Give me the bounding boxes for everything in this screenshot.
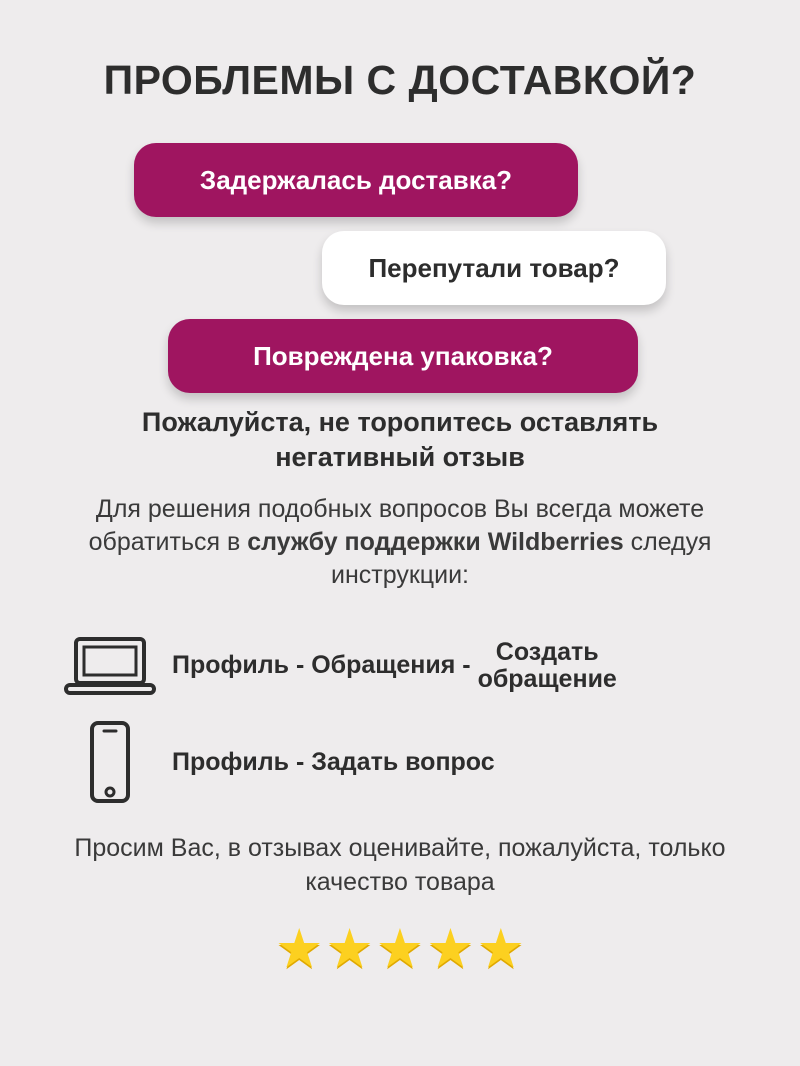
phone-icon — [48, 720, 172, 804]
star-icon: ★ — [274, 918, 324, 979]
step-phone-part1: Профиль — [172, 747, 290, 776]
laptop-icon — [48, 635, 172, 697]
step-laptop-part3-line1: Создать — [495, 637, 599, 666]
star-icon: ★ — [325, 918, 374, 979]
step-phone-sep1: - — [289, 747, 312, 776]
star-icon: ★ — [375, 918, 425, 979]
step-laptop-part2: Обращения — [311, 650, 456, 679]
support-paragraph — [0, 493, 800, 592]
page-title: ПРОБЛЕМЫ С ДОСТАВКОЙ? — [103, 57, 697, 103]
support-paragraph-after: следуя инструкции: — [331, 528, 712, 590]
pill-damaged-package: Повреждена упаковка? — [168, 319, 638, 393]
star-icon: ★ — [426, 918, 475, 979]
support-paragraph-before: Для решения подобных вопросов Вы всегда можете обратиться в — [88, 495, 705, 557]
step-laptop-sep1: - — [289, 650, 312, 679]
step-laptop-sep2: - — [455, 650, 478, 679]
lead-text: Пожалуйста, не торопитесь оставлять негативный отзыв — [141, 407, 659, 473]
step-laptop — [0, 618, 800, 714]
step-phone-text — [172, 748, 495, 777]
step-phone — [0, 714, 800, 810]
step-laptop-part3 — [478, 639, 617, 694]
support-paragraph-bold: службу поддержки Wildberries — [247, 528, 624, 557]
step-laptop-text — [172, 639, 617, 694]
pill-delivery-delayed: Задержалась доставка? — [134, 143, 578, 217]
instruction-steps — [0, 618, 800, 810]
step-laptop-part3-line2: обращение — [477, 665, 617, 694]
star-rating — [0, 918, 800, 979]
pill-wrong-item: Перепутали товар? — [322, 231, 666, 305]
problem-pill-group — [0, 143, 800, 405]
star-icon: ★ — [476, 918, 526, 979]
footer-note: Просим Вас, в отзывах оценивайте, пожалуйста, только качество товара — [74, 834, 726, 897]
step-laptop-part1: Профиль — [172, 650, 290, 679]
step-phone-part2: Задать вопрос — [311, 747, 495, 776]
